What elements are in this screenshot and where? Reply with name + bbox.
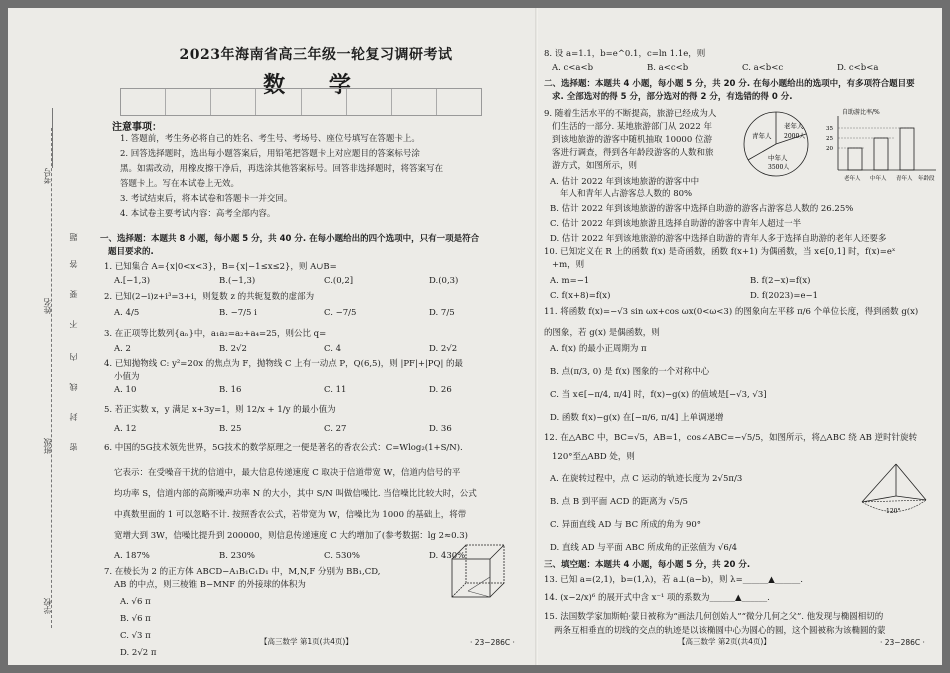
question-11-stem: 11. 将函数 f(x)=−√3 sin ωx+cos ωx(0<ω<3) 的图象向左平移 π/6 个单位长度，得到函数 g(x) 的图象，若 g(x) 是偶函数，则 [544, 307, 919, 338]
svg-text:20: 20 [826, 146, 833, 152]
svg-text:3500人: 3500人 [768, 164, 790, 171]
question-10-stem: 10. 已知定义在 R 上的函数 f(x) 是奇函数，函数 f(x+1) 为偶函数，当 x∈[0,1] 时，f(x)=eˣ +m，则 [544, 247, 896, 270]
question-15: 15. 法国数学家加斯帕·蒙日被称为“画法几何创始人”“微分几何之父”. 他发现与椭圆相切的 两条互相垂直的切线的交点的轨迹是以该椭圆中心为圆心的圆，这个圆被称为该椭圆的蒙 [544, 612, 886, 636]
label-name: 姓名 [43, 298, 52, 314]
question-10-options: A. m=−1 B. f(2−x)=f(x) C. f(x+8)=f(x) D. f(2023)=e−1 [550, 276, 819, 301]
rotation-figure [856, 460, 936, 520]
question-3-options: A. 2 B. 2√2 C. 4 D. 2√2 [114, 344, 458, 354]
svg-text:青年人: 青年人 [896, 176, 913, 182]
svg-text:25: 25 [826, 136, 833, 142]
page-2-footer-left: 【高三数学 第2页(共4页)】 [678, 637, 771, 646]
page-1: 考号 姓名 班级 学校 题 答 要 不 内 线 封 密 2023年海南省高三年级一轮复习调研考试 数 学 注意事项： 1. 答题前，考生务必将自己的姓名、考生号、考场号、座位号填写在答题卡上。 2. 回答选择题时，选出每小题答案后，用铅笔把答题卡上对应题目的答案标号涂 黑。如需改动，用橡皮擦干净后，再选涂其他答案标号。回答非选择题时，将答案写在 答题卡上。写在本试卷上无效。 3. 考试结束后，将本试卷和答题卡一并交回。 4. 本试卷主要考试内容：高考全部内容。 一、选择题：本题共 8 小题，每小题 5 分，共 40 分. 在每小题给出的四个选项中，只有一项是符合 题目要求的. 1. 已知集合 A={x|0<x<3}，B={x|−1≤x≤2}，则 A∪B= A.[−1,3) B.(−1,3) C.(0,2] D.(0,3) 2. 已知(2−i)z+i³=3+i，则复数 z 的共轭复数的虚部为 A. 4/5 B. −7/5 i C. −7/5 D. 7/5 3. 在正项等比数列{aₙ}中，a₁a₂=a₂+a₄=25，则公比 q= A. 2 B. 2√2 C. 4 D. 2√2 4. 已知抛物线 C: y²=20x 的焦点为 F，抛物线 C 上有一动点 P，Q(6,5)，则 |PF|+|PQ| 的最 小值为 A. 10 B. 16 C. 11 D. 26 5. 若正实数 x，y 满足 x+3y=1，则 12/x + 1/y 的最小值为 A. 12 B. 25 C. 27 D. 36 6. 中国的5G技术领先世界，5G技术的数学原理之一便是著名的香农公式：C=Wlog₂(1+S/N). 它表示：在受噪音干扰的信道中，最大信息传递速度 C 取决于信道带宽 W，信道内信号的平 均功率 S，信道内部的高斯噪声功率 N 的大小，其中 S/N 叫做信噪比. 当信噪比比较大时，公式 中真数里面的 1 可以忽略不计. 按照香农公式，若带宽为 W，信噪比为 1000 的基础上，将带 宽增大到 3W，信噪比提升到 200000，则信息传递速度 C 大约增加了(参考数据：lg 2≈0.3) A. 187% B. 230% C. 530% D. 430% 7. 在棱长为 2 的正方体 ABCD−A₁B₁C₁D₁ 中，M,N,F 分别为 BB₁,CD, AB 的中点，则三棱锥 B−MNF 的外接球的体积为 A. √6 π B. √6 π C. √3 π D. 2√2 π 【高三数学 第1页(共4页)】 · 23−286C · [8, 8, 538, 665]
bar-middle [874, 138, 888, 170]
question-1-options: A.[−1,3) B.(−1,3) C.(0,2] D.(0,3) [114, 276, 459, 286]
page-1-footer-right: · 23−286C · [470, 638, 515, 647]
svg-text:老年人: 老年人 [844, 176, 861, 182]
question-1-stem: 1. 已知集合 A={x|0<x<3}，B={x|−1≤x≤2}，则 A∪B= [104, 262, 337, 272]
section-3-heading: 三、填空题：本题共 4 小题，每小题 5 分，共 20 分. [544, 560, 751, 570]
question-7-options: A. √6 π B. √6 π C. √3 π D. 2√2 π [120, 597, 157, 658]
question-2-stem: 2. 已知(2−i)z+i³=3+i，则复数 z 的共轭复数的虚部为 [104, 292, 315, 302]
question-3-stem: 3. 在正项等比数列{aₙ}中，a₁a₂=a₂+a₄=25，则公比 q= [104, 329, 327, 339]
seal-line [51, 128, 52, 628]
exam-title: 2023年海南省高三年级一轮复习调研考试 [179, 47, 453, 63]
label-exam-number: 考号 [43, 168, 52, 184]
question-4-stem: 4. 已知抛物线 C: y²=20x 的焦点为 F，抛物线 C 上有一动点 P，Q(6,5)，则 |PF|+|PQ| 的最 [104, 359, 464, 369]
exam-sheet [8, 8, 942, 665]
question-7-stem: 7. 在棱长为 2 的正方体 ABCD−A₁B₁C₁D₁ 中，M,N,F 分别为 BB₁,CD, [104, 567, 381, 577]
binding-sidebar: 考号 姓名 班级 学校 题 答 要 不 内 线 封 密 [8, 8, 98, 665]
self-tour-bar-chart [824, 106, 940, 186]
pie-label-elderly: 老年人 [784, 122, 804, 130]
bar-youth [900, 128, 914, 170]
page-2 [538, 8, 942, 665]
question-6-body: 它表示：在受噪音干扰的信道中，最大信息传递速度 C 取决于信道带宽 W，信道内信号的平 均功率 S，信道内部的高斯噪声功率 N 的大小，其中 S/N 叫做信噪比. 当信噪比比较大时，公式 中真数里面的 1 可以忽略不计. 按照香农公式，若带宽为 W，信噪比为 1000 的基础上，将带 宽增大到 3W，信噪比提升到 200000，则信息传递速度 C 大约增加了(参考数据：lg 2≈0.3) [114, 468, 477, 541]
svg-text:35: 35 [826, 126, 833, 132]
bar-elderly [848, 148, 862, 170]
pie-label-youth: 青年人 [752, 132, 772, 140]
angle-label: 120° [886, 508, 901, 515]
svg-text:年龄段: 年龄段 [918, 176, 935, 182]
question-8-stem: 8. 设 a=1.1，b=e^0.1，c=ln 1.1e，则 [544, 49, 706, 59]
question-6-stem: 6. 中国的5G技术领先世界，5G技术的数学原理之一便是著名的香农公式：C=Wlog₂(1+S/N). [104, 443, 463, 453]
notice-list: 1. 答题前，考生务必将自己的姓名、考生号、考场号、座位号填写在答题卡上。 2. 回答选择题时，选出每小题答案后，用铅笔把答题卡上对应题目的答案标号涂 黑。如需改动，用橡皮擦干净后，再选涂其他答案标号。回答非选择题时，将答案写在 答题卡上。写在本试卷上无效。 3. 考试结束后，将本试卷和答题卡一并交回。 4. 本试卷主要考试内容：高考全部内容。 [120, 134, 444, 219]
label-class: 班级 [43, 438, 52, 454]
question-5-options: A. 12 B. 25 C. 27 D. 36 [114, 424, 452, 434]
age-pie-chart [736, 108, 820, 180]
svg-text:中年人: 中年人 [870, 176, 887, 182]
page-2-footer-right: · 23−286C · [880, 638, 925, 647]
score-table [120, 88, 482, 116]
question-13: 13. 已知 a=(2,1)，b=(1,λ)，若 a⊥(a−b)，则 λ=______▲______. [544, 575, 803, 585]
question-12-stem: 12. 在△ABC 中，BC=√5，AB=1，cos∠ABC=−√5/5，如图所示，将△ABC 绕 AB 逆时针旋转 120°至△ABD 处，则 [544, 433, 918, 462]
question-11-options: A. f(x) 的最小正周期为 π B. 点(π/3, 0) 是 f(x) 图象的一个对称中心 C. 当 x∈[−π/4, π/4] 时，f(x)−g(x) 的值域是[−√3, √3] D. 函数 f(x)−g(x) 在[−π/6, π/4] 上单调递增 [550, 344, 767, 423]
section-2-heading: 二、选择题：本题共 4 小题，每小题 5 分，共 20 分. 在每小题给出的选项中，有多项符合题目要 求. 全部选对的得 5 分，部分选对的得 2 分，有选错的得 0 分. [544, 79, 915, 102]
question-4-options: A. 10 B. 16 C. 11 D. 26 [114, 385, 452, 395]
question-8-options: A. c<a<b B. a<c<b C. a<b<c D. c<b<a [552, 63, 879, 73]
section-1-heading: 一、选择题：本题共 8 小题，每小题 5 分，共 40 分. 在每小题给出的四个选项中，只有一项是符合 题目要求的. [100, 234, 480, 257]
question-2-options: A. 4/5 B. −7/5 i C. −7/5 D. 7/5 [114, 308, 455, 318]
notice-title: 注意事项： [112, 122, 162, 133]
cube-figure [448, 541, 508, 603]
question-5-stem: 5. 若正实数 x，y 满足 x+3y=1，则 12/x + 1/y 的最小值为 [104, 405, 336, 415]
question-12-options: A. 在旋转过程中，点 C 运动的轨迹长度为 2√5π/3 B. 点 B 到平面 ACD 的距离为 √5/5 C. 异面直线 AD 与 BC 所成的角为 90° D. 直线 AD 与平面 ABC 所成角的正弦值为 √6/4 [550, 474, 743, 553]
subject-title: 数 学 [263, 72, 369, 98]
question-6-options: A. 187% B. 230% C. 530% D. 430% [114, 551, 466, 561]
page-1-footer-left: 【高三数学 第1页(共4页)】 [260, 637, 353, 646]
pie-label-middle: 中年人 [768, 154, 788, 162]
label-school: 学校 [43, 598, 52, 614]
question-9-options: A. 估计 2022 年到该地旅游的游客中中 年人和青年人占游客总人数的 80% B. 估计 2022 年到该地旅游的游客中选择自助游的游客占游客总人数的 26.25% C. 估计 2022 年到该地旅游且选择自助游的游客中青年人超过一半 D. 估计 2022 年到该地旅游的游客中选择自助游的青年人多于选择自助游的老年人还要多 [550, 177, 887, 244]
question-9-stem: 9. 随着生活水平的不断提高，旅游已经成为人 们生活的一部分. 某地旅游部门从 2022 年 到该地旅游的游客中随机抽取 10000 位游 客进行调查，得到各年龄段游客的人数和旅 游方式，如图所示，则 [544, 109, 717, 171]
svg-text:2000人: 2000人 [784, 133, 806, 140]
bar-y-label: 自助游比率/% [842, 109, 880, 116]
question-14: 14. (x−2/x)⁶ 的展开式中含 x⁻¹ 项的系数为______▲______. [544, 593, 770, 603]
